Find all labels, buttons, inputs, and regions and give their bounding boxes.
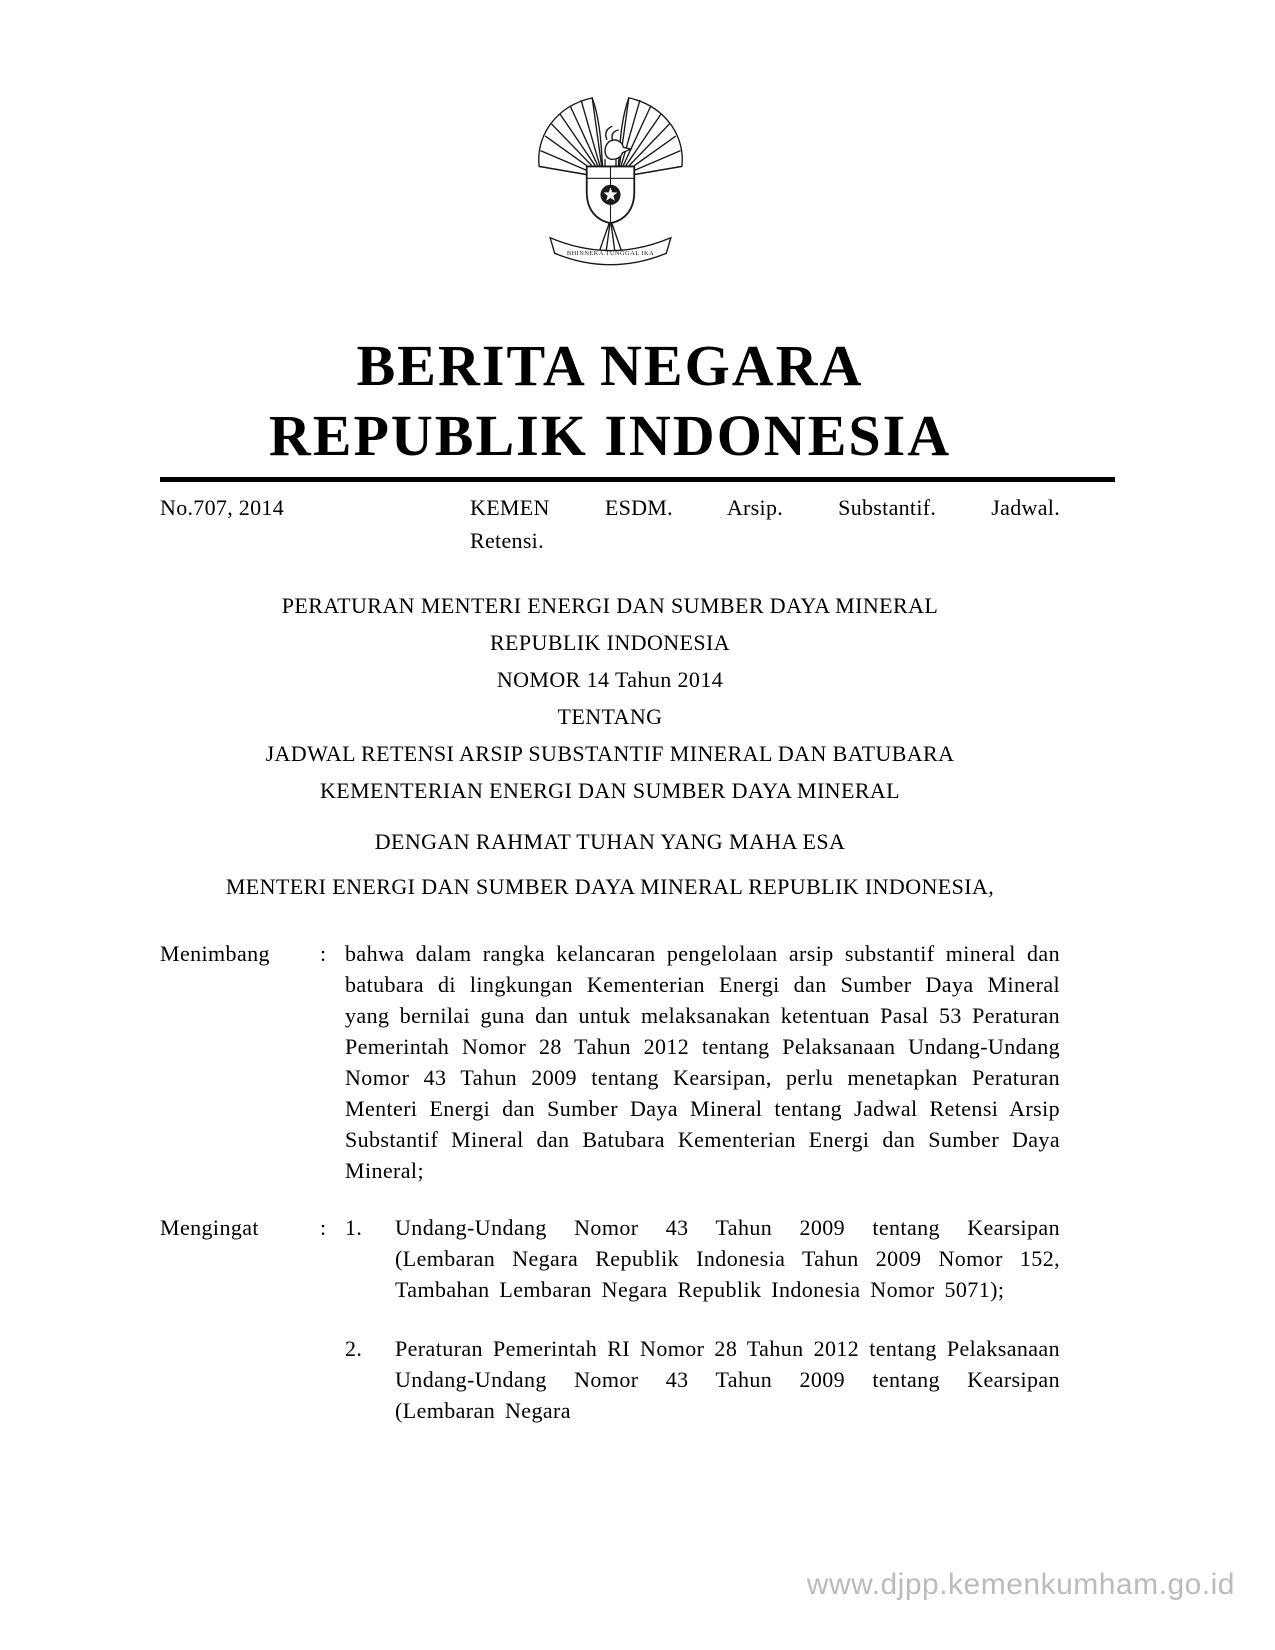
mengingat-item-1-number: 1. [345,1215,363,1240]
garuda-emblem-icon [528,86,693,278]
mengingat-item-2 [345,1333,1060,1426]
motto-text: BHINNEKA TUNGGAL IKA [566,250,654,258]
watermark-url: www.djpp.kemenkumham.go.id [806,1568,1235,1601]
garuda-pancasila-emblem [528,86,693,283]
pancasila-shield [586,166,634,223]
menimbang-text: bahwa dalam rangka kelancaran pengelolaan arsip substantif mineral dan batubara di lingkungan Kementerian Energi dan Sumber Daya Mineral yang bernilai guna dan untuk melaksanakan ketentuan Pasal 53 Peraturan Pemerintah Nomor 28 Tahun 2012 tentang Pelaksanaan Undang-Undang Nomor 43 Tahun 2009 tentang Kearsipan, perlu menetapkan Peraturan Menteri Energi dan Sumber Daya Mineral tentang Jadwal Retensi Arsip Substantif Mineral dan Batubara Kementerian Energi dan Sumber Daya Mineral; [345,941,1060,1183]
gazette-title-line1: BERITA NEGARA [356,333,864,398]
gazette-title [160,331,1060,471]
menimbang-label: Menimbang [160,941,270,966]
preamble-line-2: MENTERI ENERGI DAN SUMBER DAYA MINERAL REPUBLIK INDONESIA, [225,874,995,899]
subject-line-1: KEMEN ESDM. Arsip. Substantif. Jadwal. [470,495,1060,520]
gazette-title-line2: REPUBLIK INDONESIA [268,403,952,468]
mengingat-section [160,1212,1060,1426]
mengingat-item-2-text: Peraturan Pemerintah RI Nomor 28 Tahun 2012 tentang Pelaksanaan Undang-Undang Nomor 43 Tahun 2009 tentang Kearsipan (Lembaran Negara [395,1336,1060,1423]
menimbang-colon: : [320,941,327,966]
mengingat-item-1-text: Undang-Undang Nomor 43 Tahun 2009 tentang Kearsipan (Lembaran Negara Republik Indonesia Tahun 2009 Nomor 152, Tambahan Lembaran Negara Republik Indonesia Nomor 5071); [395,1215,1060,1302]
regulation-title-line-1: PERATURAN MENTERI ENERGI DAN SUMBER DAYA MINERAL [281,593,939,618]
regulation-title-line-3: NOMOR 14 Tahun 2014 [496,667,724,692]
menimbang-section [160,938,1060,1186]
motto-ribbon [550,238,671,265]
preamble-line-1: DENGAN RAHMAT TUHAN YANG MAHA ESA [374,829,846,854]
mengingat-item-2-number: 2. [345,1336,363,1361]
regulation-title-line-5: JADWAL RETENSI ARSIP SUBSTANTIF MINERAL DAN BATUBARA [265,741,955,766]
mengingat-colon: : [320,1215,327,1240]
subject-line-2: Retensi. [470,528,544,553]
regulation-title-line-6: KEMENTERIAN ENERGI DAN SUMBER DAYA MINERAL [319,778,901,803]
subject-keywords [470,491,1060,557]
issue-number: No.707, 2014 [160,495,284,520]
mengingat-item-1 [345,1212,1060,1305]
page-content [0,86,1275,1426]
regulation-title-line-4: TENTANG [557,704,663,729]
gazette-info-row [160,491,1060,557]
masthead-rule [160,477,1115,482]
mengingat-label: Mengingat [160,1215,259,1240]
regulation-title-block [160,587,1060,809]
mengingat-items [345,1212,1060,1426]
regulation-title-line-2: REPUBLIK INDONESIA [489,630,731,655]
preamble-block [160,823,1060,906]
